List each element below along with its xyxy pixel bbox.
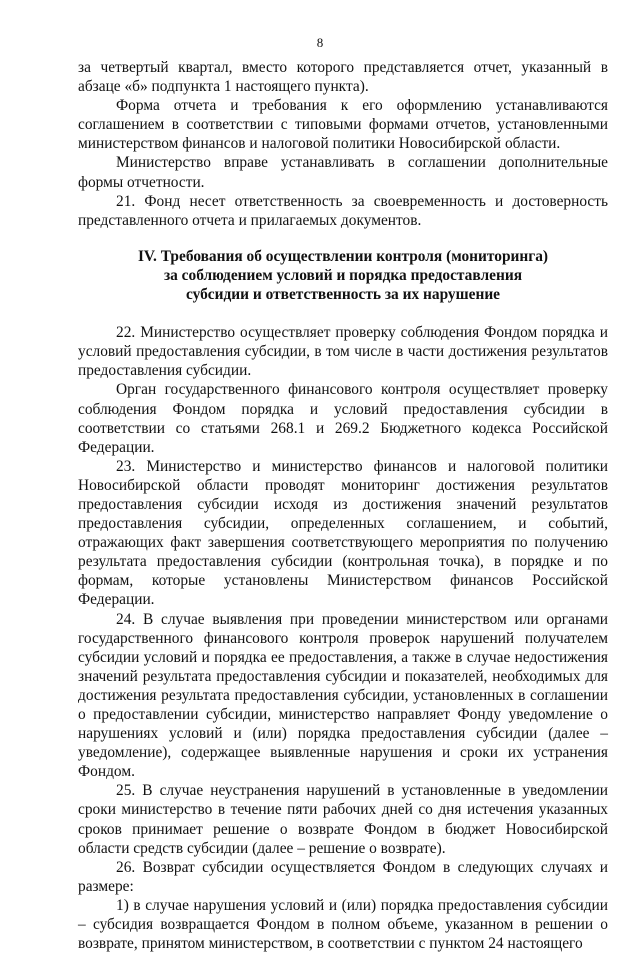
paragraph-21: 21. Фонд несет ответственность за своевременность и достоверность представленного отчета и прилагаемых документов. (78, 192, 608, 229)
paragraph-26-1: 1) в случае нарушения условий и (или) порядка предоставления субсидии – субсидия возвращается Фондом в полном объеме, указанном в решении о возврате, принятом министерством, в соответствии с пунктом 24 настоящего (78, 896, 608, 953)
section-heading-line-3: субсидии и ответственность за их нарушение (185, 286, 501, 304)
paragraph-25: 25. В случае неустранения нарушений в установленные в уведомлении сроки министерство в течение пяти рабочих дней со дня истечения указанных сроков принимает решение о возврате Фондом в бюджет Новосибирской области средств субсидии (далее – решение о возврате). (78, 782, 608, 857)
page-number: 8 (316, 35, 324, 50)
paragraph-22: 22. Министерство осуществляет проверку соблюдения Фондом порядка и условий предоставления субсидии, в том числе в части достижения результатов предоставления субсидии. (78, 324, 608, 380)
paragraph-continuation: за четвертый квартал, вместо которого представляется отчет, указанный в абзаце «б» подпункта 1 настоящего пункта). (78, 59, 608, 96)
section-heading (78, 247, 608, 304)
section-heading-line-1: IV. Требования об осуществлении контроля (мониторинга) (137, 247, 549, 265)
paragraph-22-control: Орган государственного финансового контроля осуществляет проверку соблюдения Фондом порядка и условий предоставления субсидии в соответствии со статьями 268.1 и 269.2 Бюджетного кодекса Российской Федерации. (78, 381, 608, 456)
paragraph-23: 23. Министерство и министерство финансов и налоговой политики Новосибирской области проводят мониторинг достижения результатов предоставления субсидии исходя из достижения значений результатов предоставления субсидии, определенных соглашением, и событий, отражающих факт завершения соответствующего мероприятия по получению результата предоставления субсидии (контрольная точка), в порядке и по формам, которые установлены Министерством финансов Российской Федерации. (78, 457, 608, 609)
document-body (78, 58, 608, 953)
paragraph-additional-forms: Министерство вправе устанавливать в соглашении дополнительные формы отчетности. (78, 154, 608, 191)
section-heading-line-2: за соблюдением условий и порядка предоставления (163, 266, 523, 284)
paragraph-report-form: Форма отчета и требования к его оформлению устанавливаются соглашением в соответствии с типовыми формами отчетов, установленными министерством финансов и налоговой политики Новосибирской области. (78, 97, 608, 153)
paragraph-26: 26. Возврат субсидии осуществляется Фондом в следующих случаях и размере: (78, 858, 608, 895)
paragraph-24: 24. В случае выявления при проведении министерством или органами государственного финансового контроля проверок нарушений получателем субсидии условий и порядка ее предоставления, а также в случае недостижения значений результата предоставления субсидии и показателей, необходимых для достижения результата предоставления субсидии, установленных в соглашении о предоставлении субсидии, министерство направляет Фонду уведомление о нарушениях условий и (или) порядка предоставления субсидии (далее – уведомление), содержащее выявленные нарушения и сроки их устранения Фондом. (78, 610, 608, 781)
